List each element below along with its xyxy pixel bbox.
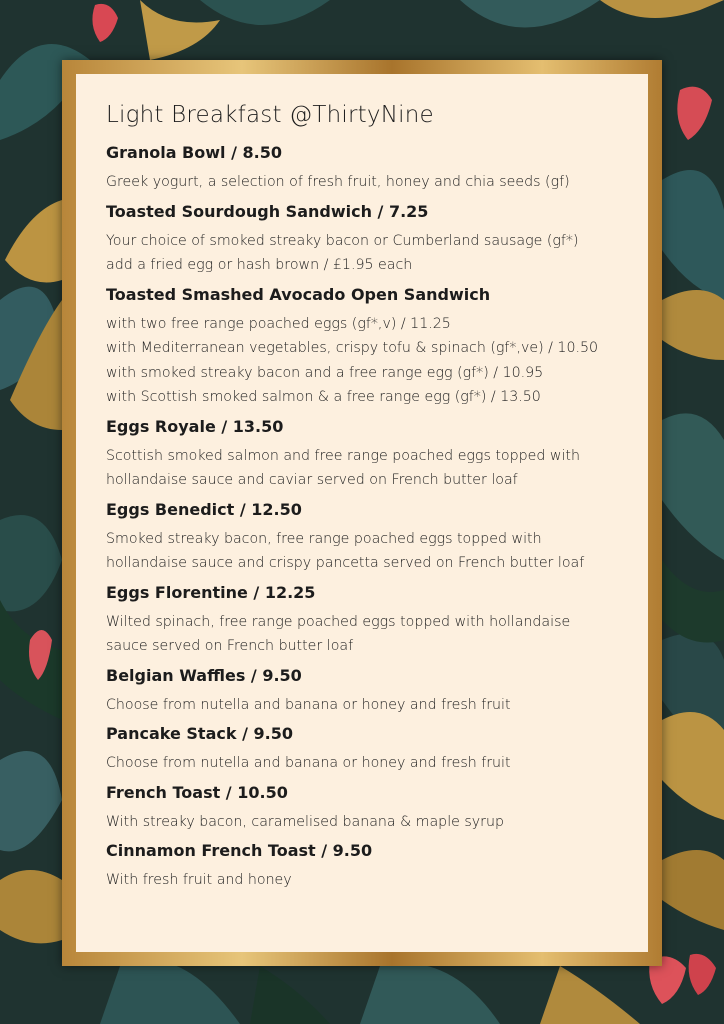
description-line: with Scottish smoked salmon & a free range egg (gf*) / 13.50	[106, 389, 541, 405]
menu-item-heading: French Toast / 10.50	[106, 782, 288, 802]
menu-item-pancake-stack	[106, 723, 630, 776]
menu-item-heading: Granola Bowl / 8.50	[106, 143, 282, 162]
description-line: Choose from nutella and banana or honey and fresh fruit	[106, 755, 511, 771]
menu-item-description	[106, 868, 630, 893]
menu-frame	[62, 60, 662, 966]
description-line: Choose from nutella and banana or honey and fresh fruit	[106, 696, 511, 713]
menu-item-heading: Eggs Florentine / 12.25	[106, 582, 316, 602]
description-line: sauce served on French butter loaf	[106, 638, 354, 654]
menu-item-description	[106, 229, 630, 278]
description-line: With streaky bacon, caramelised banana & maple syrup	[106, 813, 504, 830]
menu-card	[76, 74, 648, 952]
menu-item-smashed-avocado	[106, 284, 630, 410]
description-line: Scottish smoked salmon and free range poached eggs topped with	[106, 447, 580, 464]
menu-item-eggs-benedict	[106, 499, 630, 576]
menu-title: Light Breakfast @ThirtyNine	[106, 102, 434, 128]
menu-item-description	[106, 444, 630, 493]
menu-item-heading: Cinnamon French Toast / 9.50	[106, 841, 373, 860]
menu-item-belgian-waffles	[106, 665, 630, 718]
menu-item-cinnamon-french-toast	[106, 840, 630, 893]
description-line: With fresh fruit and honey	[106, 872, 292, 888]
menu-item-heading: Eggs Benedict / 12.50	[106, 499, 302, 519]
description-line: with Mediterranean vegetables, crispy tofu & spinach (gf*,ve) / 10.50	[106, 340, 599, 356]
description-line: Greek yogurt, a selection of fresh fruit, honey and chia seeds (gf)	[106, 174, 570, 190]
menu-item-description	[106, 810, 630, 835]
menu-item-description	[106, 751, 630, 776]
menu-item-description	[106, 312, 630, 410]
menu-item-granola-bowl	[106, 142, 630, 195]
description-line: with smoked streaky bacon and a free range egg (gf*) / 10.95	[106, 364, 544, 381]
menu-item-description	[106, 693, 630, 718]
menu-item-heading: Toasted Sourdough Sandwich / 7.25	[106, 201, 429, 221]
menu-item-eggs-florentine	[106, 582, 630, 659]
menu-item-description	[106, 170, 630, 195]
menu-item-french-toast	[106, 782, 630, 835]
description-line: Your choice of smoked streaky bacon or Cumberland sausage (gf*)	[106, 232, 579, 249]
description-line: hollandaise sauce and caviar served on French butter loaf	[106, 472, 518, 488]
menu-item-heading: Eggs Royale / 13.50	[106, 416, 284, 436]
description-line: add a fried egg or hash brown / £1.95 each	[106, 257, 413, 273]
menu-item-heading: Pancake Stack / 9.50	[106, 724, 293, 743]
menu-item-eggs-royale	[106, 416, 630, 493]
menu-item-description	[106, 527, 630, 576]
description-line: Wilted spinach, free range poached eggs topped with hollandaise	[106, 613, 571, 630]
description-line: Smoked streaky bacon, free range poached eggs topped with	[106, 530, 542, 547]
description-line: hollandaise sauce and crispy pancetta served on French butter loaf	[106, 555, 585, 571]
description-line: with two free range poached eggs (gf*,v) / 11.25	[106, 315, 451, 332]
menu-item-heading: Toasted Smashed Avocado Open Sandwich	[106, 284, 491, 304]
menu-item-heading: Belgian Waffles / 9.50	[106, 665, 302, 685]
menu-item-toasted-sourdough	[106, 201, 630, 278]
menu-item-description	[106, 610, 630, 659]
